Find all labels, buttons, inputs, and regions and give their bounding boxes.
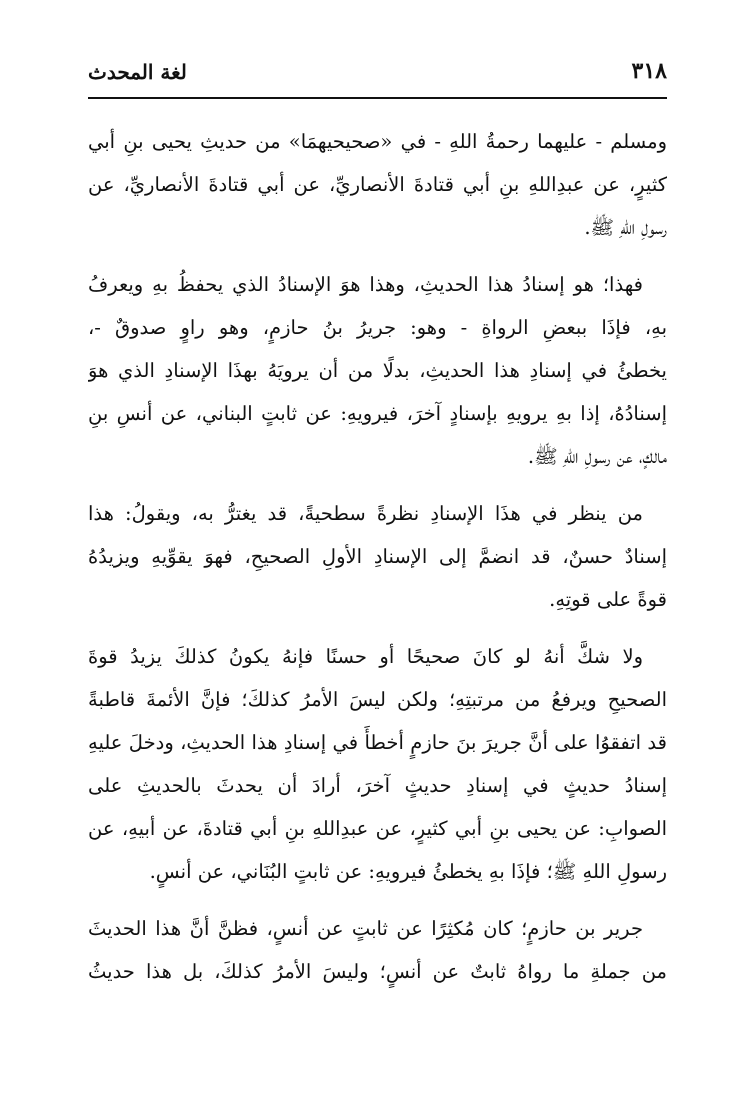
text-line: من ينظر في هذَا الإسنادِ نظرةً سطحيةً، قد يغترُّ به، ويقولُ: هذا [88, 502, 643, 525]
page-header [88, 54, 667, 94]
text-line: قد اتفقوُا على أنَّ جريرَ بنَ حازمٍ أخطأَ في إسنادِ هذا الحديثِ، ودخلَ عليهِ [88, 731, 667, 754]
header-divider [88, 97, 667, 99]
paragraph-1 [88, 120, 667, 249]
text-line: إسنادُ حديثٍ في إسنادِ حديثٍ آخرَ، أرادَ أن يحدثَ بالحديثِ على [88, 774, 667, 797]
text-line: قوةً على قوتِهِ. [549, 588, 667, 611]
text-line: فهذا؛ هو إسنادُ هذا الحديثِ، وهذا هوَ الإسنادُ الذي يحفظُ بهِ ويعرفُ [88, 273, 643, 296]
text-line: كثيرٍ، عن عبدِاللهِ بنِ أبي قتادةَ الأنصاريِّ، عن أبي قتادةَ الأنصاريِّ، عن [88, 173, 667, 196]
text-line: إسنادٌ حسنٌ، قد انضمَّ إلى الإسنادِ الأولِ الصحيحِ، فهوَ يقوِّيهِ ويزيدُهُ [88, 545, 667, 568]
paragraph-2 [88, 263, 667, 478]
page-body [88, 120, 667, 1007]
text-line: إسنادُهُ، إذا بهِ يرويهِ بإسنادٍ آخرَ، فيرويهِ: عن ثابتٍ البناني، عن أنسِ بنِ [88, 402, 667, 425]
text-line: جرير بن حازمٍ؛ كان مُكثِرًا عن ثابتٍ عن أنسٍ، فظنَّ أنَّ هذا الحديثَ [88, 917, 643, 940]
text-line: من جملةِ ما رواهُ ثابتٌ عن أنسٍ؛ وليسَ الأمرُ كذلكَ، بل هذا حديثُ [88, 960, 667, 983]
text-line: مالكٍ، عن رسولِ اللهِ ﷺ. [527, 445, 667, 468]
text-line: الصحيحِ ويرفعُ من مرتبتِهِ؛ ولكن ليسَ الأمرُ كذلكَ؛ فإنَّ الأئمةَ قاطبةً [88, 688, 667, 711]
paragraph-3 [88, 492, 667, 621]
running-title: لغة المحدث [88, 60, 187, 84]
text-line: يخطئُ في إسنادِ هذا الحديثِ، بدلًا من أن يرويَهُ بهذَا الإسنادِ الذي هوَ [88, 359, 667, 382]
text-line: الصوابِ: عن يحيى بنِ أبي كثيرٍ، عن عبدِاللهِ بنِ أبي قتادةَ، عن أبيهِ، عن [88, 817, 667, 840]
text-line: ولا شكَّ أنهُ لو كانَ صحيحًا أو حسنًا فإنهُ يكونُ كذلكَ يزيدُ قوةَ [88, 645, 643, 668]
paragraph-4 [88, 635, 667, 893]
text-line: ومسلم - عليهما رحمةُ اللهِ - في «صحيحيهمَا» من حديثِ يحيى بنِ أبي [88, 130, 667, 153]
text-line: رسولِ اللهِ ﷺ؛ فإذَا بهِ يخطئُ فيرويهِ: عن ثابتٍ البُنَاني، عن أنسٍ. [149, 860, 667, 883]
paragraph-5 [88, 907, 667, 993]
text-line: بهِ، فإذَا ببعضِ الرواةِ - وهو: جريرُ بنُ حازمٍ، وهو راوٍ صدوقٌ -، [88, 316, 667, 339]
text-line: رسولِ اللهِ ﷺ. [584, 216, 667, 239]
page-number: ٣١٨ [631, 58, 667, 84]
